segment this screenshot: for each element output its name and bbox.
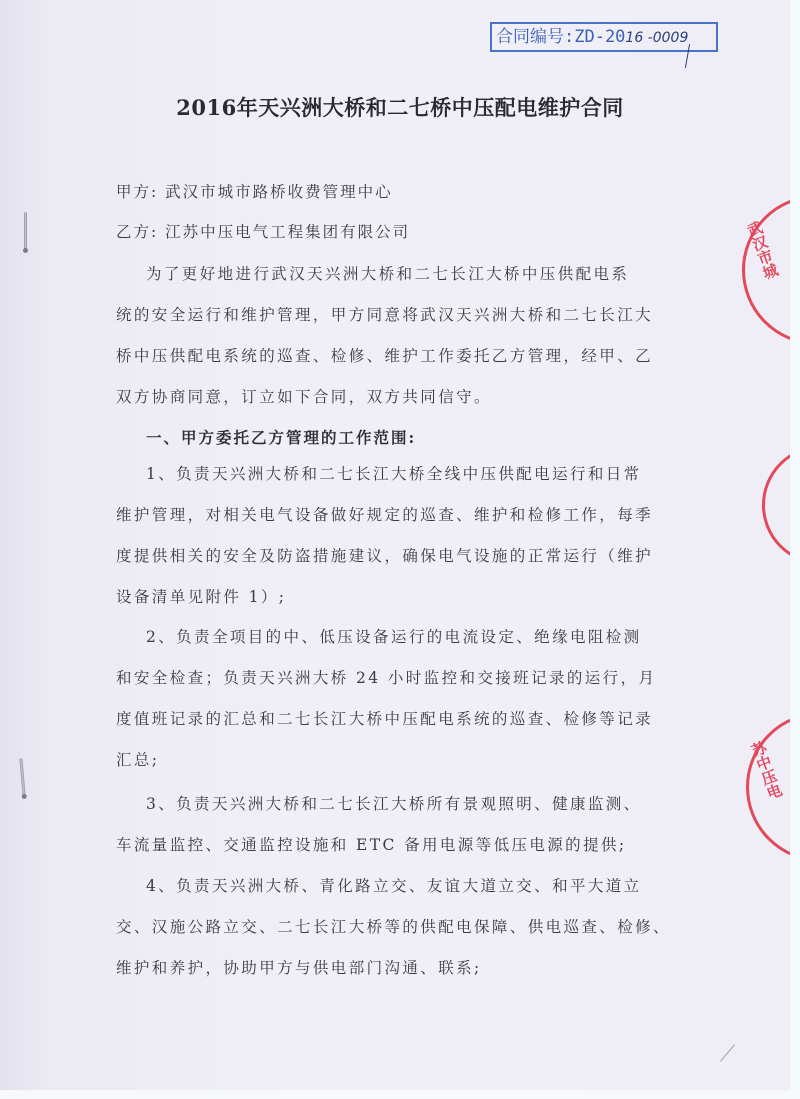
intro-line: 桥中压供配电系统的巡查、检修、维护工作委托乙方管理，经甲、乙	[116, 347, 654, 365]
item-line: 和安全检查；负责天兴洲大桥 24 小时监控和交接班记录的运行，月	[116, 669, 657, 687]
item-line: 车流量监控、交通监控设施和 ETC 备用电源等低压电源的提供;	[116, 836, 627, 854]
intro-line	[116, 254, 688, 295]
intro-line: 统的安全运行和维护管理，甲方同意将武汉天兴洲大桥和二七长江大	[116, 306, 654, 324]
party-a-label: 甲方:	[116, 183, 159, 201]
item-line-text: 2、负责全项目的中、低压设备运行的电流设定、绝缘电阻检测	[146, 628, 642, 646]
item-line-text: 1、负责天兴洲大桥和二七长江大桥全线中压供配电运行和日常	[146, 465, 642, 483]
item-1	[116, 454, 688, 618]
item-line	[116, 784, 688, 825]
item-line: 度值班记录的汇总和二七长江大桥中压配电系统的巡查、检修等记录	[116, 710, 654, 728]
section-1-heading: 一、甲方委托乙方管理的工作范围:	[146, 428, 417, 447]
seal-stamp-top-text: 武汉市城	[743, 218, 781, 282]
intro-line-text: 为了更好地进行武汉天兴洲大桥和二七长江大桥中压供配电系	[146, 265, 630, 283]
item-line: 设备清单见附件 1）;	[116, 588, 287, 606]
item-line-text: 4、负责天兴洲大桥、青化路立交、友谊大道立交、和平大道立	[146, 877, 642, 895]
page-bottom-edge	[0, 1090, 800, 1099]
item-3	[116, 784, 688, 866]
contract-number-handwritten: 16 -0009	[625, 30, 689, 46]
item-line: 维护管理，对相关电气设备做好规定的巡查、维护和检修工作，每季	[116, 506, 654, 524]
contract-number-label: 合同编号:ZD-20	[496, 27, 626, 47]
party-b	[116, 220, 410, 242]
intro-line: 双方协商同意，订立如下合同，双方共同信守。	[116, 388, 492, 406]
party-a-name: 武汉市城市路桥收费管理中心	[165, 183, 393, 201]
item-line: 度提供相关的安全及防盗措施建议，确保电气设施的正常运行（维护	[116, 547, 654, 565]
item-line	[116, 866, 688, 907]
item-line	[116, 617, 688, 658]
contract-number-box	[490, 22, 718, 52]
document-title: 2016年天兴洲大桥和二七桥中压配电维护合同	[176, 95, 624, 120]
party-b-name: 江苏中压电气工程集团有限公司	[165, 223, 411, 241]
item-4	[116, 866, 688, 989]
intro-paragraph	[116, 254, 688, 418]
party-a	[116, 180, 393, 202]
item-2	[116, 617, 688, 781]
item-line: 维护和养护，协助甲方与供电部门沟通、联系;	[116, 959, 482, 977]
seal-stamp-bottom-text: 苏中压电	[747, 738, 785, 802]
page-edge-cover	[790, 0, 800, 1099]
item-line-text: 3、负责天兴洲大桥和二七长江大桥所有景观照明、健康监测、	[146, 795, 642, 813]
item-line: 交、汉施公路立交、二七长江大桥等的供配电保障、供电巡查、检修、	[116, 918, 671, 936]
party-b-label: 乙方:	[116, 223, 159, 241]
staple-icon-top	[24, 212, 27, 250]
item-line	[116, 454, 688, 495]
item-line: 汇总;	[116, 751, 160, 769]
